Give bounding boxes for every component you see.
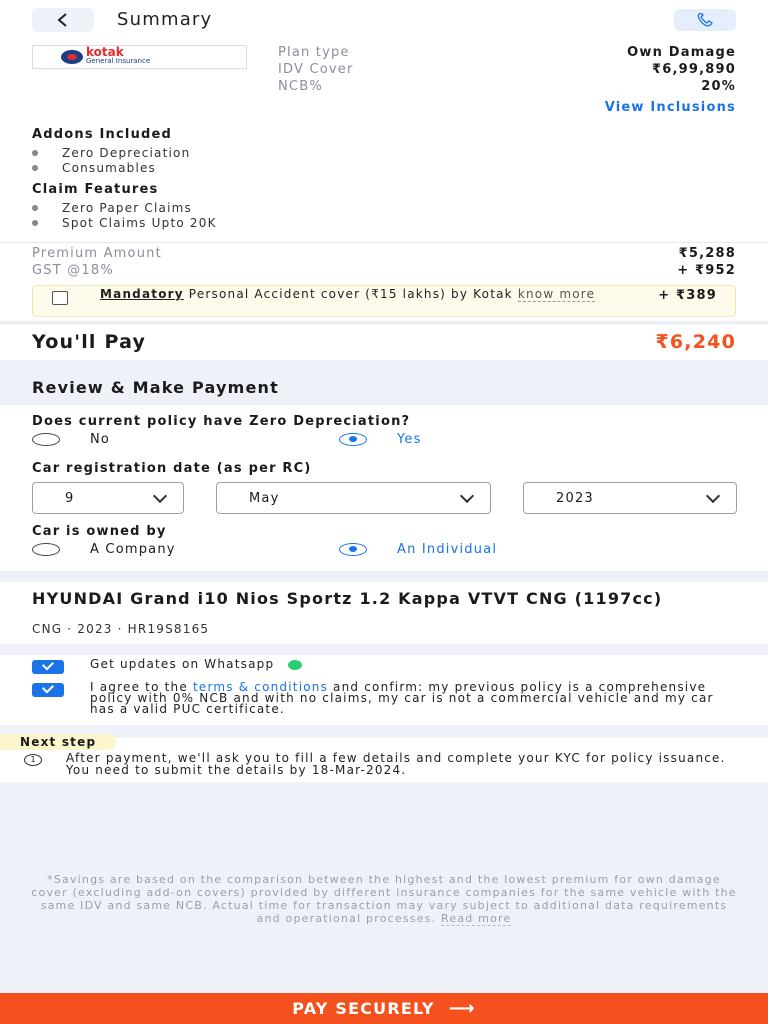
personal-accident-checkbox[interactable] xyxy=(52,291,68,305)
page-title: Summary xyxy=(117,9,213,30)
next-step-text: After payment, we'll ask you to fill a few details and complete your KYC for policy issuance. You need to submit the details by 18-Mar-2024. xyxy=(66,751,726,777)
read-more-link[interactable]: Read more xyxy=(441,912,512,925)
know-more-link[interactable]: know more xyxy=(517,287,596,301)
phone-icon xyxy=(696,13,714,27)
reg-month-select[interactable]: May xyxy=(216,482,491,514)
summary-card xyxy=(0,0,768,245)
pa-amount: + ₹389 xyxy=(658,288,717,303)
reg-year-select[interactable]: 2023 xyxy=(523,482,737,514)
whatsapp-checkbox[interactable] xyxy=(32,660,64,674)
total-pay-card xyxy=(0,323,768,360)
radio-selected-icon xyxy=(339,543,367,556)
gst-row: GST @18% + ₹952 xyxy=(32,263,736,278)
you-pay-amount: ₹6,240 xyxy=(655,331,736,353)
terms-text: I agree to the terms & conditions and confirm: my previous policy is a comprehensive policy with 0% NCB and with no claims, my car is not a commercial vehicle and my car has a valid PUC certificate. xyxy=(90,680,714,716)
premium-amount-row: Premium Amount ₹5,288 xyxy=(32,246,736,261)
back-button[interactable] xyxy=(32,8,94,32)
reg-date-label: Car registration date (as per RC) xyxy=(32,461,312,476)
list-item: Zero Depreciation xyxy=(32,146,190,160)
claim-features-heading: Claim Features xyxy=(32,182,159,197)
step-number-icon: 1 xyxy=(24,754,42,766)
whatsapp-icon xyxy=(288,660,302,670)
kotak-logo-icon xyxy=(61,50,83,64)
personal-accident-box: Mandatory Personal Accident cover (₹15 lakhs) by Kotak know more + ₹389 xyxy=(32,285,736,317)
addons-heading: Addons Included xyxy=(32,127,173,142)
vehicle-card xyxy=(0,582,768,644)
arrow-right-icon: ⟶ xyxy=(448,998,476,1019)
idv-cover-row: IDV Cover ₹6,99,890 xyxy=(278,62,736,77)
view-inclusions-link[interactable]: View Inclusions xyxy=(604,100,736,115)
pay-securely-button[interactable]: PAY SECURELY ⟶ xyxy=(0,993,768,1024)
terms-link[interactable]: terms & conditions xyxy=(192,680,329,694)
terms-checkbox[interactable] xyxy=(32,683,64,697)
next-step-tag: Next step xyxy=(0,734,116,750)
owner-individual-radio[interactable]: An Individual xyxy=(339,542,497,557)
chevron-left-icon xyxy=(56,13,70,27)
insurer-logo: kotak General Insurance xyxy=(32,45,247,69)
whatsapp-label: Get updates on Whatsapp xyxy=(90,657,275,671)
vehicle-meta: CNG · 2023 · HR19S8165 xyxy=(32,622,210,636)
premium-card xyxy=(0,242,768,321)
chevron-down-icon xyxy=(460,488,474,502)
review-heading: Review & Make Payment xyxy=(32,378,279,397)
plan-type-row: Plan type Own Damage xyxy=(278,45,736,60)
owned-by-label: Car is owned by xyxy=(32,524,167,539)
radio-icon xyxy=(32,543,60,556)
reg-day-select[interactable]: 9 xyxy=(32,482,184,514)
next-step-card xyxy=(0,735,768,782)
list-item: Zero Paper Claims xyxy=(32,201,192,215)
you-pay-label: You'll Pay xyxy=(32,331,147,353)
chevron-down-icon xyxy=(153,488,167,502)
radio-icon xyxy=(32,433,60,446)
ncb-row: NCB% 20% xyxy=(278,79,736,94)
radio-selected-icon xyxy=(339,433,367,446)
consent-card xyxy=(0,655,768,725)
list-item: Spot Claims Upto 20K xyxy=(32,216,217,230)
review-card xyxy=(0,405,768,571)
call-button[interactable] xyxy=(674,9,736,31)
zero-dep-no-radio[interactable]: No xyxy=(32,432,110,447)
disclaimer: *Savings are based on the comparison between the highest and the lowest premium for own damage cover (excluding add-on covers) provided by different insurance companies for the same vehicle with the same IDV and same NCB. Actual time for transaction may vary subject to additional data requirements and operational processes. Read more xyxy=(31,873,737,925)
zero-dep-yes-radio[interactable]: Yes xyxy=(339,432,422,447)
vehicle-name: HYUNDAI Grand i10 Nios Sportz 1.2 Kappa VTVT CNG (1197cc) xyxy=(32,589,663,608)
zero-dep-question: Does current policy have Zero Depreciation? xyxy=(32,414,411,429)
owner-company-radio[interactable]: A Company xyxy=(32,542,176,557)
chevron-down-icon xyxy=(706,488,720,502)
list-item: Consumables xyxy=(32,161,156,175)
